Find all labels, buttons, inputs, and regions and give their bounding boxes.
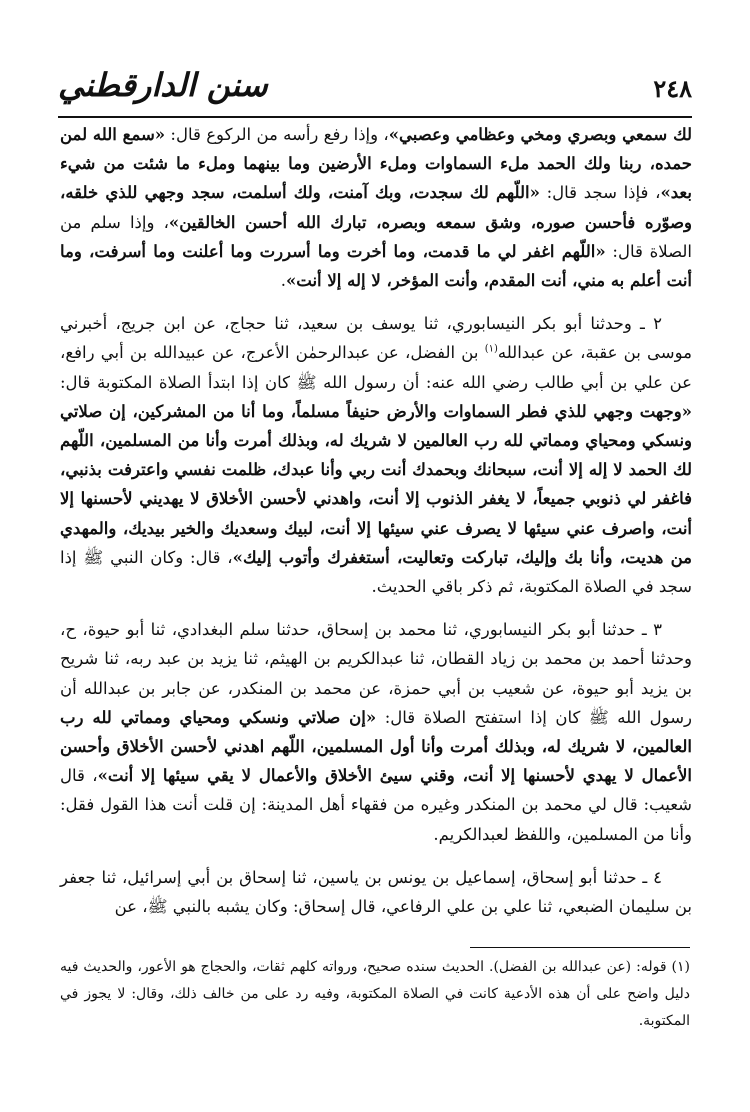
narration-text: ، وإذا سلم من الصلاة قال: (60, 212, 692, 261)
narration-text: . (280, 271, 286, 291)
page-number: ٢٤٨ (653, 74, 692, 103)
footnote-1: (١) قوله: (عن عبدالله بن الفضل). الحديث سنده صحيح، ورواته كلهم ثقات، والحجاج هو الأعور، والحديث فيه دليل واضح على أن هذه الأدعية كانت في الصلاة المكتوبة، وفيه رد على من خالف ذلك، وقال: لا يجوز في المكتوبة. (60, 959, 690, 1029)
footnote-marker: (١) (484, 343, 498, 355)
isnad-text: ٣ ـ حدثنا أبو بكر النيسابوري، ثنا محمد بن إسحاق، حدثنا سلم البغدادي، ثنا أبو حيوة، ح، وحدثنا أحمد بن محمد بن زياد القطان، ثنا عبدالكريم بن الهيثم، ثنا يزيد بن عبد ربه، ثنا شريح بن يزيد أبو حيوة، عن شعيب بن أبي حمزة، عن محمد بن المنكدر، عن جابر بن عبدالله أن رسول الله ﷺ كان إذا استفتح الصلاة قال: (60, 620, 692, 727)
book-title: سنن الدارقطني (58, 66, 268, 104)
isnad-text: ٤ ـ حدثنا أبو إسحاق، إسماعيل بن يونس بن ياسين، ثنا إسحاق بن أبي إسرائيل، ثنا جعفر بن سليمان الضبعي، ثنا علي بن علي الرفاعي، قال إسحاق: وكان يشبه بالنبي ﷺ، عن (60, 867, 692, 917)
paragraph-continued (60, 120, 692, 295)
hadith-3 (60, 615, 692, 849)
supplication-text: «وجهت وجهي للذي فطر السماوات والأرض حنيفاً مسلماً، وما أنا من المشركين، إن صلاتي ونسكي ومحياي ومماتي لله رب العالمين لا شريك له، وبذلك أمرت وأنا من المسلمين، اللّهم لك الحمد لا إله إلا أنت، سبحانك وبحمدك أنت ربي وأنا عبدك، ظلمت نفسي واعترفت بذنبي، فاغفر لي ذنوبي جميعاً، لا يغفر الذنوب إلا أنت، واهدني لأحسن الأخلاق لا يهديني لأحسنها إلا أنت، واصرف عني سيئها لا يصرف عني سيئها إلا أنت، لبيك وسعديك والخير بيديك، والمهدي من هديت، وأنا بك وإليك، تباركت وتعاليت، أستغفرك وأتوب إليك» (60, 401, 692, 567)
main-text (60, 120, 692, 921)
footnote-rule (470, 947, 690, 948)
hadith-2 (60, 309, 692, 601)
supplication-text: «اللّهم اغفر لي ما قدمت، وما أخرت وما أسررت وما أعلنت وما أسرفت، وما أنت أعلم به مني، أنت المقدم، وأنت المؤخر، لا إله إلا أنت» (60, 241, 692, 291)
footnotes (60, 954, 690, 1035)
page-header (58, 62, 692, 118)
isnad-text: بن الفضل، عن عبدالرحمٰن الأعرج، عن عبيدالله بن أبي رافع، عن علي بن أبي طالب رضي الله عنه: أن رسول الله ﷺ كان إذا ابتدأ الصلاة المكتوبة قال: (60, 343, 692, 392)
narration-text: ، قال شعيب: قال لي محمد بن المنكدر وغيره من فقهاء أهل المدينة: إن قلت أنت هذا القول فقل: وأنا من المسلمين، واللفظ لعبدالكريم. (60, 766, 692, 844)
narration-text: ، فإذا سجد قال: (539, 183, 661, 203)
supplication-text: «اللّهم لك سجدت، وبك آمنت، ولك أسلمت، سجد وجهي للذي خلقه، وصوّره فأحسن صوره، وشق سمعه وبصره، تبارك الله أحسن الخالقين» (60, 183, 692, 232)
header-rule (58, 116, 692, 118)
supplication-text: «سمع الله لمن حمده، ربنا ولك الحمد ملء السماوات وملء الأرضين وما بينهما وملء ما شئت من شيء بعد» (60, 125, 692, 203)
isnad-text: ٢ ـ وحدثنا أبو بكر النيسابوري، ثنا يوسف بن سعيد، ثنا حجاج، عن ابن جريج، أخبرني موسى بن عقبة، عن عبدالله (60, 314, 692, 363)
hadith-4 (60, 863, 692, 921)
narration-text: ، وإذا رفع رأسه من الركوع قال: (165, 125, 389, 144)
supplication-text: لك سمعي وبصري ومخي وعظامي وعصبي» (388, 125, 692, 144)
supplication-text: «إن صلاتي ونسكي ومحياي ومماتي لله رب العالمين، لا شريك له، وبذلك أمرت وأنا أول المسلمين، اللّهم اهدني لأحسن الأخلاق وأحسن الأعمال لا يهدي لأحسنها إلا أنت، وقني سيئ الأخلاق والأعمال لا يقي سيئها إلا أنت» (60, 707, 692, 786)
narration-text: ، قال: وكان النبي ﷺ إذا سجد في الصلاة المكتوبة، ثم ذكر باقي الحديث. (60, 547, 692, 597)
